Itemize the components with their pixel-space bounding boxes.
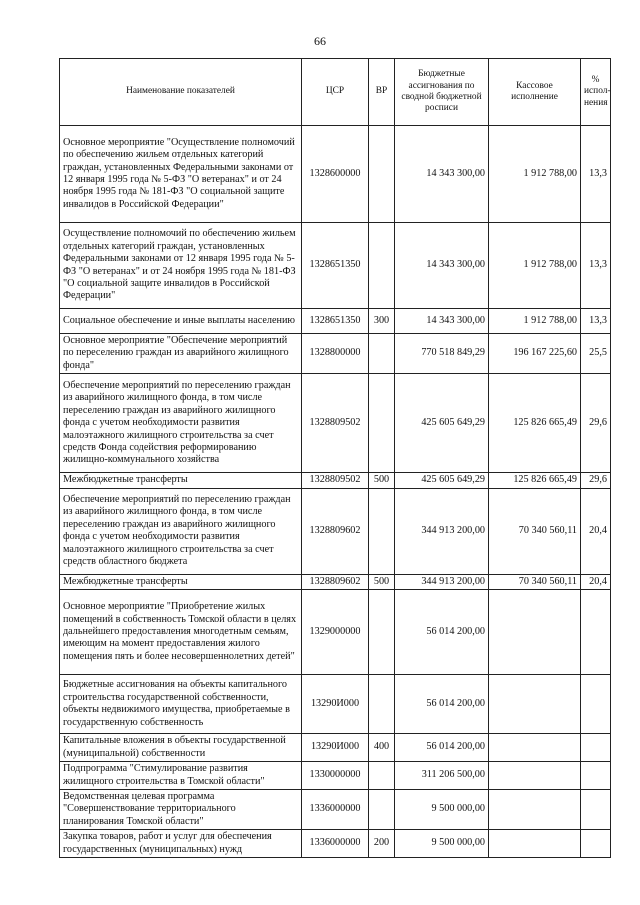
cell-budget: 311 206 500,00 <box>395 762 489 790</box>
cell-vr <box>369 374 395 473</box>
cell-csr: 1328800000 <box>302 334 369 374</box>
cell-percent <box>581 590 611 675</box>
header-budget: Бюджетные ассигнования по сводной бюджетной росписи <box>395 59 489 126</box>
cell-percent: 20,4 <box>581 574 611 589</box>
table-row <box>60 762 611 790</box>
cell-csr: 13290И000 <box>302 734 369 762</box>
cell-budget: 56 014 200,00 <box>395 590 489 675</box>
cell-csr: 1328809602 <box>302 488 369 574</box>
cell-percent: 20,4 <box>581 488 611 574</box>
cell-vr <box>369 762 395 790</box>
cell-percent <box>581 789 611 829</box>
table-row <box>60 675 611 734</box>
cell-csr: 1329000000 <box>302 590 369 675</box>
cell-budget: 9 500 000,00 <box>395 789 489 829</box>
cell-percent: 25,5 <box>581 334 611 374</box>
cell-vr <box>369 223 395 309</box>
cell-vr <box>369 126 395 223</box>
cell-cash <box>489 734 581 762</box>
cell-budget: 770 518 849,29 <box>395 334 489 374</box>
cell-name: Основное мероприятие "Осуществление полномочий по обеспечению жильем отдельных категорий граждан, установленных Федеральными законами от 12 января 1995 года № 5-ФЗ "О ветеранах" и от 24 ноября 1995 года № 181-ФЗ "О социальной защите инвалидов в Российской Федерации" <box>60 126 302 223</box>
header-vr: ВР <box>369 59 395 126</box>
cell-name: Основное мероприятие "Обеспечение мероприятий по переселению граждан из аварийного жилищного фонда" <box>60 334 302 374</box>
cell-vr <box>369 488 395 574</box>
cell-vr <box>369 334 395 374</box>
budget-execution-table <box>59 58 611 858</box>
cell-budget: 14 343 300,00 <box>395 126 489 223</box>
table-row <box>60 789 611 829</box>
cell-csr: 13290И000 <box>302 675 369 734</box>
header-name: Наименование показателей <box>60 59 302 126</box>
cell-budget: 56 014 200,00 <box>395 734 489 762</box>
cell-cash: 70 340 560,11 <box>489 574 581 589</box>
table-row <box>60 309 611 334</box>
cell-cash: 1 912 788,00 <box>489 309 581 334</box>
cell-vr <box>369 590 395 675</box>
page-number: 66 <box>314 34 326 48</box>
cell-name: Осуществление полномочий по обеспечению жильем отдельных категорий граждан, установленных Федеральными законами от 12 января 1995 года № 5-ФЗ "О ветеранах" и от 24 ноября 1995 года № 181-ФЗ "О социальной защите инвалидов в Российской Федерации" <box>60 223 302 309</box>
cell-budget: 425 605 649,29 <box>395 374 489 473</box>
cell-percent <box>581 762 611 790</box>
cell-csr: 1328809602 <box>302 574 369 589</box>
cell-name: Основное мероприятие "Приобретение жилых помещений в собственность Томской области в целях дальнейшего предоставления многодетным семьям, имеющим на момент предоставления жилого помещения пять и более несовершеннолетних детей" <box>60 590 302 675</box>
cell-name: Межбюджетные трансферты <box>60 574 302 589</box>
cell-percent: 13,3 <box>581 223 611 309</box>
cell-vr: 300 <box>369 309 395 334</box>
cell-name: Социальное обеспечение и иные выплаты населению <box>60 309 302 334</box>
cell-vr <box>369 789 395 829</box>
cell-vr: 200 <box>369 830 395 858</box>
cell-name: Обеспечение мероприятий по переселению граждан из аварийного жилищного фонда, в том числе переселению граждан из аварийного жилищного фонда с учетом необходимости развития малоэтажного жилищного строительства за счет средств Фонда содействия реформированию жилищно-коммунального хозяйства <box>60 374 302 473</box>
cell-budget: 56 014 200,00 <box>395 675 489 734</box>
cell-csr: 1336000000 <box>302 830 369 858</box>
cell-cash <box>489 830 581 858</box>
cell-vr <box>369 675 395 734</box>
cell-name: Обеспечение мероприятий по переселению граждан из аварийного жилищного фонда, в том числе переселению граждан из аварийного жилищного фонда с учетом необходимости развития малоэтажного жилищного строительства за счет средств областного бюджета <box>60 488 302 574</box>
cell-csr: 1328651350 <box>302 223 369 309</box>
cell-cash: 70 340 560,11 <box>489 488 581 574</box>
cell-csr: 1328809502 <box>302 473 369 488</box>
cell-name: Капитальные вложения в объекты государственной (муниципальной) собственности <box>60 734 302 762</box>
cell-cash: 125 826 665,49 <box>489 374 581 473</box>
cell-cash <box>489 590 581 675</box>
table-row <box>60 574 611 589</box>
cell-percent <box>581 830 611 858</box>
cell-name: Ведомственная целевая программа "Совершенствование территориального планирования Томской области" <box>60 789 302 829</box>
cell-cash <box>489 675 581 734</box>
cell-vr: 500 <box>369 574 395 589</box>
cell-budget: 344 913 200,00 <box>395 574 489 589</box>
cell-cash: 1 912 788,00 <box>489 126 581 223</box>
table-row <box>60 334 611 374</box>
cell-name: Межбюджетные трансферты <box>60 473 302 488</box>
cell-percent <box>581 675 611 734</box>
cell-name: Бюджетные ассигнования на объекты капитального строительства государственной собственности, объекты недвижимого имущества, приобретаемые в государственную собственность <box>60 675 302 734</box>
cell-csr: 1328600000 <box>302 126 369 223</box>
table-row <box>60 830 611 858</box>
table-row <box>60 590 611 675</box>
cell-csr: 1336000000 <box>302 789 369 829</box>
cell-csr: 1328651350 <box>302 309 369 334</box>
cell-csr: 1328809502 <box>302 374 369 473</box>
table-row <box>60 734 611 762</box>
cell-cash <box>489 762 581 790</box>
header-cash: Кассовое исполнение <box>489 59 581 126</box>
cell-name: Подпрограмма "Стимулирование развития жилищного строительства в Томской области" <box>60 762 302 790</box>
cell-cash: 1 912 788,00 <box>489 223 581 309</box>
table-header-row <box>60 59 611 126</box>
cell-cash: 125 826 665,49 <box>489 473 581 488</box>
cell-budget: 344 913 200,00 <box>395 488 489 574</box>
cell-vr: 400 <box>369 734 395 762</box>
cell-csr: 1330000000 <box>302 762 369 790</box>
cell-budget: 14 343 300,00 <box>395 309 489 334</box>
table-row <box>60 374 611 473</box>
cell-cash: 196 167 225,60 <box>489 334 581 374</box>
cell-percent: 29,6 <box>581 374 611 473</box>
header-csr: ЦСР <box>302 59 369 126</box>
cell-name: Закупка товаров, работ и услуг для обеспечения государственных (муниципальных) нужд <box>60 830 302 858</box>
cell-budget: 425 605 649,29 <box>395 473 489 488</box>
table-row <box>60 473 611 488</box>
cell-budget: 9 500 000,00 <box>395 830 489 858</box>
cell-vr: 500 <box>369 473 395 488</box>
table-row <box>60 488 611 574</box>
table-row <box>60 223 611 309</box>
cell-percent: 29,6 <box>581 473 611 488</box>
cell-percent: 13,3 <box>581 309 611 334</box>
cell-percent: 13,3 <box>581 126 611 223</box>
cell-percent <box>581 734 611 762</box>
table-row <box>60 126 611 223</box>
cell-cash <box>489 789 581 829</box>
header-percent: % испол-нения <box>581 59 611 126</box>
cell-budget: 14 343 300,00 <box>395 223 489 309</box>
